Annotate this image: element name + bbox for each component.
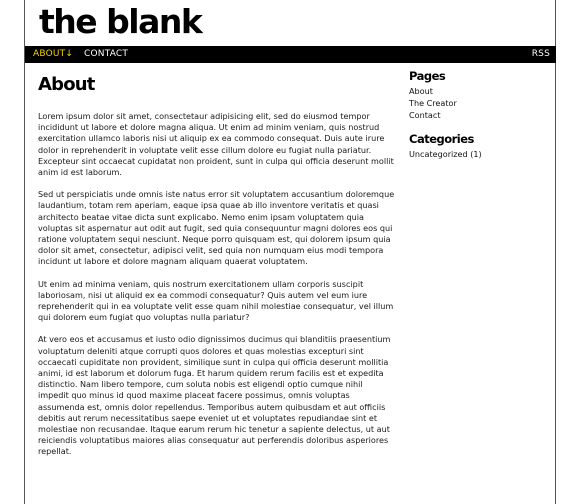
nav-about-label: ABOUT <box>33 49 66 59</box>
post-content <box>38 111 395 469</box>
content-paragraph: Ut enim ad minima veniam, quis nostrum exercitationem ullam corporis suscipit laboriosam, nisi ut aliquid ex ea commodi consequatur? Quis autem vel eum iure reprehenderit qui in ea voluptate velit esse quam nihil molestiae consequatur, vel illum qui dolorem eum fugiat quo voluptas nulla pariatur? <box>38 278 394 323</box>
page-container <box>24 0 556 504</box>
categories-list <box>409 148 549 160</box>
list-item <box>409 85 549 97</box>
sidebar-link-contact[interactable]: Contact <box>409 110 441 121</box>
list-item <box>409 148 549 160</box>
current-page-arrow-icon: ↓ <box>65 49 74 59</box>
sidebar-link-the-creator[interactable]: The Creator <box>409 98 457 109</box>
categories-widget <box>409 132 549 160</box>
category-link-uncategorized[interactable]: Uncategorized (1) <box>409 148 482 159</box>
pages-list <box>409 85 549 122</box>
nav-item-about[interactable] <box>33 46 73 63</box>
content-paragraph: Sed ut perspiciatis unde omnis iste natus error sit voluptatem accusantium doloremque laudantium, totam rem aperiam, eaque ipsa quae ab illo inventore veritatis et quasi architecto beatae vitae dicta sunt explicabo. Nemo enim ipsam voluptatem quia voluptas sit aspernatur aut odit aut fugit, sed quia consequuntur magni dolores eos qui ratione voluptatem sequi nesciunt. Neque porro quisquam est, qui dolorem ipsum quia dolor sit amet, consectetur, adipisci velit, sed quia non numquam eius modi tempora incidunt ut labore et dolore magnam aliquam quaerat voluptatem. <box>38 189 395 267</box>
list-item <box>409 109 549 121</box>
main-navigation <box>25 46 556 63</box>
list-item <box>409 97 549 109</box>
sidebar <box>409 69 549 170</box>
site-title[interactable]: the blank <box>39 2 202 41</box>
rss-link[interactable]: RSS <box>531 49 550 59</box>
categories-widget-title: Categories <box>409 131 474 146</box>
sidebar-link-about[interactable]: About <box>409 86 433 96</box>
page-title: About <box>38 74 95 95</box>
pages-widget <box>409 69 549 122</box>
nav-item-contact[interactable]: CONTACT <box>84 49 129 59</box>
pages-widget-title: Pages <box>409 69 446 83</box>
content-paragraph: Lorem ipsum dolor sit amet, consectetaur adipisicing elit, sed do eiusmod tempor incididunt ut labore et dolore magna aliqua. Ut enim ad minim veniam, quis nostrud exercitation ullamco laboris nisi ut aliquip ex ea commodo consequat. Duis aute irure dolor in reprehenderit in voluptate velit esse cillum dolore eu fugiat nulla pariatur. Excepteur sint occaecat cupidatat non proident, sunt in culpa qui officia deserunt mollit anim id est laborum. <box>38 111 394 178</box>
content-paragraph: At vero eos et accusamus et iusto odio dignissimos ducimus qui blanditiis praesentium voluptatum deleniti atque corrupti quos dolores et quas molestias excepturi sint occaecati cupiditate non provident, similique sunt in culpa qui officia deserunt mollitia animi, id est laborum et dolorum fuga. Et harum quidem rerum facilis est et expedita distinctio. Nam libero tempore, cum soluta nobis est eligendi optio cumque nihil impedit quo minus id quod maxime placeat facere possimus, omnis voluptas assumenda est, omnis dolor repellendus. Temporibus autem quibusdam et aut officiis debitis aut rerum necessitatibus saepe eveniet ut et voluptates repudiandae sint et molestiae non recusandae. Itaque earum rerum hic tenetur a sapiente delectus, ut aut reiciendis voluptatibus maiores alias consequatur aut perferendis doloribus asperiores repellat. <box>38 334 391 457</box>
